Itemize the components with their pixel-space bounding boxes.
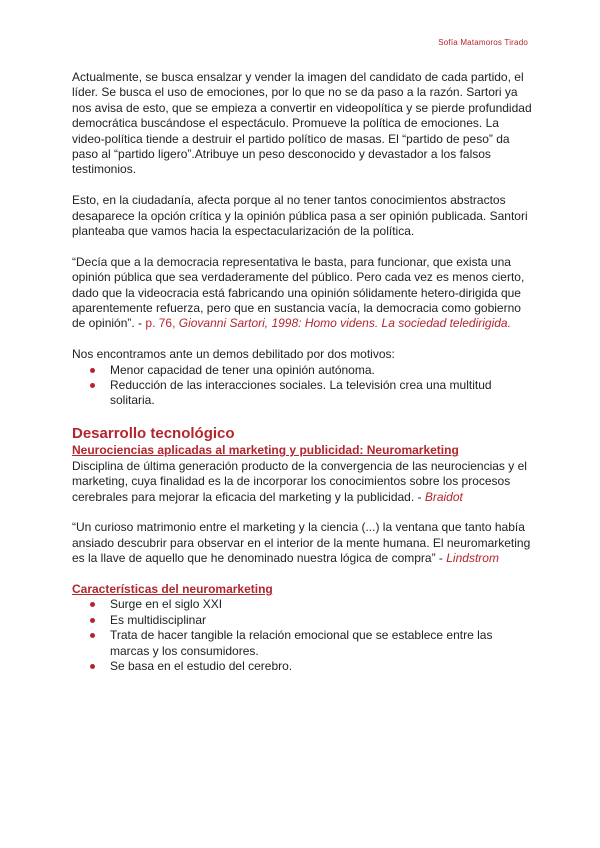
paragraph-demos: Nos encontramos ante un demos debilitado por dos motivos: (72, 347, 395, 362)
quote-page: p. 76, (145, 316, 179, 331)
definition-text: Disciplina de última generación producto de la convergencia de las neurociencias y el marketing, cuya finalidad es la de incorporar los conocimientos sobre los procesos cerebrales para mejorar la eficacia del marketing y la publicidad. - (72, 458, 527, 504)
section-subtitle: Neurociencias aplicadas al marketing y publicidad: Neuromarketing (72, 443, 459, 458)
list-item: Surge en el siglo XXI (72, 597, 534, 612)
list-item: Se basa en el estudio del cerebro. (72, 659, 534, 674)
list-item: Trata de hacer tangible la relación emocional que se establece entre las marcas y los consumidores. (72, 628, 534, 659)
quote-source: Giovanni Sartori, 1998: Homo videns. La sociedad teledirigida. (178, 316, 511, 331)
list-item: Es multidisciplinar (72, 613, 534, 628)
paragraph-ciudadania: Esto, en la ciudadanía, afecta porque al no tener tantos conocimientos abstractos desaparece la opción crítica y la opinión pública pasa a ser opinión publicada. Santori planteaba que vamos hacia la espectacularización de la política. (72, 193, 528, 239)
sartori-quote (72, 255, 534, 332)
quote-text: “Decía que a la democracia representativa le basta, para funcionar, que exista una opinión pública que sea verdaderamente del público. Pero cada vez es menos cierto, dado que la videocracia está fabricando una opinión sólidamente hetero-dirigida que aparentemente refuerza, pero que en sustancia vacía, la democracia como gobierno de opinión”. - (72, 254, 525, 331)
characteristics-title: Características del neuromarketing (72, 581, 273, 596)
list-item: Reducción de las interacciones sociales. La televisión crea una multitud solitaria. (72, 378, 534, 409)
list-item: Menor capacidad de tener una opinión autónoma. (72, 363, 534, 378)
author-header: Sofía Matamoros Tirado (438, 38, 528, 47)
document-body (72, 70, 534, 674)
demos-list (72, 363, 534, 409)
quote-text: “Un curioso matrimonio entre el marketing y la ciencia (...) la ventana que tanto había ansiado descubrir para observar en el interior de la mente humana. El neuromarketing es la llave de aquello que he denominado nuestra lógica de compra” - (72, 520, 531, 566)
paragraph-videopolitica: Actualmente, se busca ensalzar y vender la imagen del candidato de cada partido, el líder. Se busca el uso de emociones, por lo que no se da paso a la razón. Sartori ya nos avisa de esto, que se empieza a convertir en videopolítica y se pierde profundidad democrática buscándose el espectáculo. Promueve la política de emociones. La video-política tiende a destruir el partido político de masas. El “partido de peso” da paso al “partido ligero”.Atribuye un peso desconocido y devastador a los falsos testimonios. (72, 70, 532, 177)
neuromarketing-definition (72, 459, 534, 505)
lindstrom-quote (72, 520, 534, 566)
definition-author: Braidot (424, 489, 463, 504)
characteristics-list (72, 597, 534, 674)
section-title: Desarrollo tecnológico (72, 425, 235, 443)
quote-author: Lindstrom (446, 551, 499, 566)
